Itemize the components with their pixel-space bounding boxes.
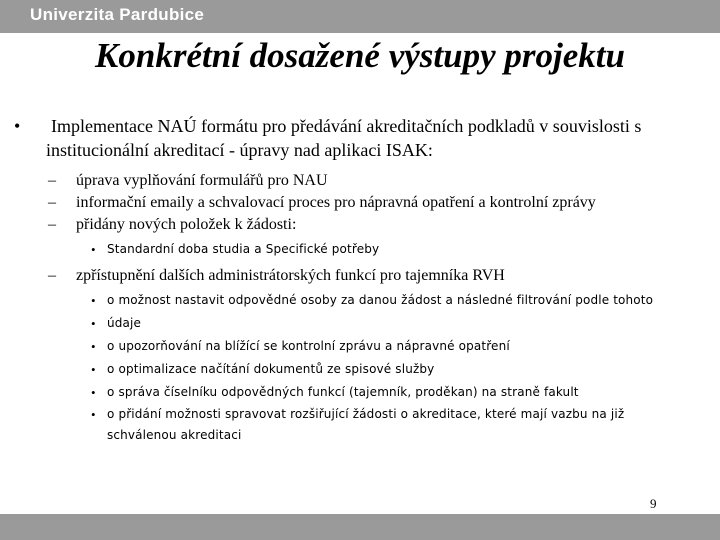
- bullet-marker: •: [14, 116, 21, 136]
- dot-marker: •: [91, 362, 96, 377]
- dash-marker: –: [48, 267, 56, 284]
- slide-title: Konkrétní dosažené výstupy projektu: [95, 36, 625, 75]
- subitem-text: informační emaily a schvalovací proces pro nápravná opatření a kontrolní zprávy: [76, 194, 596, 211]
- page-number: 9: [650, 496, 657, 511]
- dot-marker: •: [91, 407, 96, 422]
- detail-item: [91, 289, 677, 312]
- subitem-new-fields: [48, 214, 696, 236]
- detail-item: [91, 404, 677, 446]
- dot-marker: •: [91, 339, 96, 354]
- subitem-admin-functions: [48, 265, 696, 287]
- detail-item: [91, 312, 677, 335]
- dot-marker: •: [91, 385, 96, 400]
- subitem-text: úprava vyplňování formulářů pro NAU: [76, 172, 328, 189]
- detail-item: [91, 238, 677, 261]
- detail-text: údaje: [107, 316, 142, 330]
- subitem-text: přidány nových položek k žádosti:: [76, 216, 297, 233]
- header-bar: [0, 0, 720, 33]
- slide-content: [0, 114, 720, 450]
- dot-marker: •: [91, 293, 96, 308]
- university-logo-text: Univerzita Pardubice: [30, 5, 205, 24]
- detail-text: o možnost nastavit odpovědné osoby za danou žádost a následné filtrování podle tohoto: [107, 293, 654, 307]
- new-fields-detail-list: [0, 238, 720, 261]
- detail-text: o upozorňování na blížící se kontrolní zprávu a nápravné opatření: [107, 339, 510, 353]
- detail-text: o optimalizace načítání dokumentů ze spisové služby: [107, 362, 435, 376]
- detail-item: [91, 381, 677, 404]
- admin-functions-detail-list: [0, 289, 720, 446]
- dash-marker: –: [48, 194, 56, 211]
- subitem-text: zpřístupnění dalších administrátorských funkcí pro tajemníka RVH: [76, 267, 505, 284]
- detail-item: [91, 358, 677, 381]
- detail-item: [91, 335, 677, 358]
- dot-marker: •: [91, 316, 96, 331]
- detail-text: o přidání možnosti spravovat rozšiřující žádosti o akreditace, které mají vazbu na již schválenou akreditaci: [107, 407, 625, 442]
- footer-bar: [0, 514, 720, 540]
- dot-marker: •: [91, 242, 96, 257]
- subitem-list: [0, 170, 720, 446]
- main-bullet-text: Implementace NAÚ formátu pro předávání akreditačních podkladů v souvislosti s institucionální akreditací - úpravy nad aplikaci ISAK:: [46, 116, 642, 160]
- subitem-notification-emails: [48, 192, 696, 214]
- dash-marker: –: [48, 172, 56, 189]
- main-bullet: [14, 114, 686, 162]
- subitem-form-editing: [48, 170, 696, 192]
- detail-text: Standardní doba studia a Specifické potřeby: [107, 242, 380, 256]
- dash-marker: –: [48, 216, 56, 233]
- detail-text: o správa číselníku odpovědných funkcí (tajemník, proděkan) na straně fakult: [107, 385, 579, 399]
